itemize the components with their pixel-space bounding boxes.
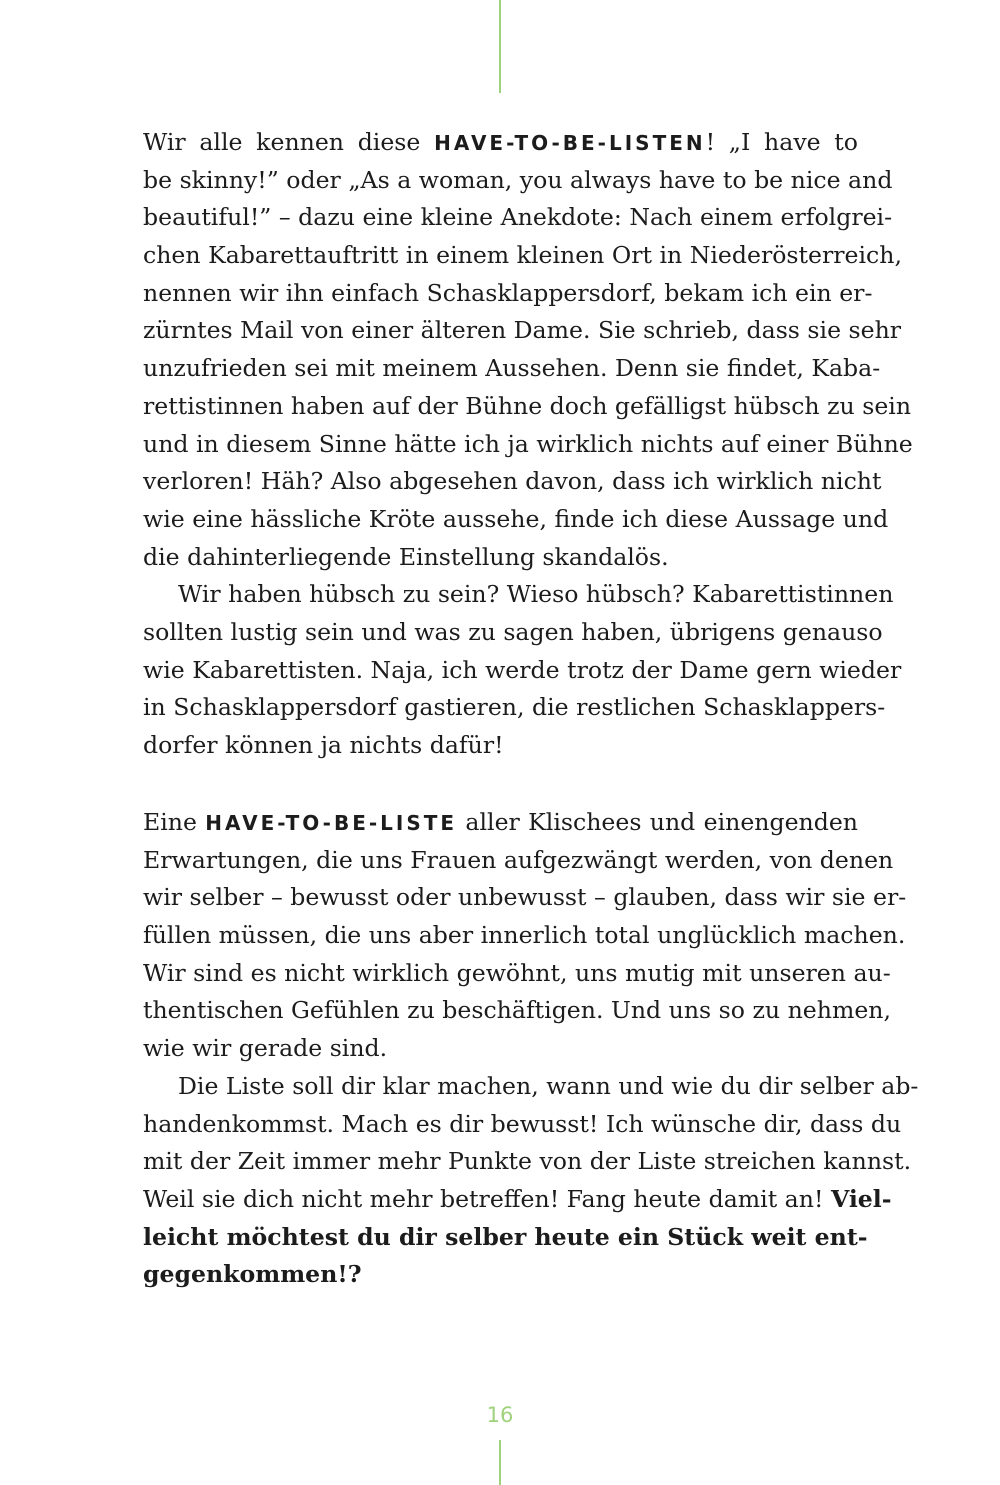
text-line: in Schasklappersdorf gastieren, die restlichen Schasklappers- [143,693,886,722]
text-line [143,804,858,842]
text-line: und in diesem Sinne hätte ich ja wirklich nichts auf einer Bühne [143,429,913,458]
text-line-bold: gegenkommen!? [143,1260,362,1289]
text-line: verloren! Häh? Also abgesehen davon, dass ich wirklich nicht [143,467,882,496]
bottom-divider-line [499,1440,501,1485]
page-number: 16 [486,1403,514,1427]
text-line: füllen müssen, die uns aber innerlich total unglücklich machen. [143,921,906,950]
text-line: Erwartungen, die uns Frauen aufgezwängt werden, von denen [143,845,894,874]
emphasis-caps-term: HAVE-TO-BE-LISTE [205,811,458,835]
text-line: unzufrieden sei mit meinem Aussehen. Denn sie findet, Kaba- [143,354,881,383]
text-line [143,124,858,162]
text-line: dorfer können ja nichts dafür! [143,731,504,759]
text-line: zürntes Mail von einer älteren Dame. Sie schrieb, dass sie sehr [143,316,902,345]
text-line-indented: Wir haben hübsch zu sein? Wieso hübsch? Kabarettistinnen [178,580,894,609]
text-line-bold: leicht möchtest du dir selber heute ein Stück weit ent- [143,1222,868,1251]
text-segment: ! „I have to [705,128,858,156]
text-line: mit der Zeit immer mehr Punkte von der Liste streichen kannst. [143,1147,912,1176]
text-line: chen Kabarettauftritt in einem kleinen Ort in Niederösterreich, [143,241,902,270]
text-segment: Weil sie dich nicht mehr betreffen! Fang heute damit an! [143,1184,831,1213]
text-line: handenkommst. Mach es dir bewusst! Ich wünsche dir, dass du [143,1109,902,1138]
text-segment: Wir alle kennen diese [143,128,435,156]
text-line: wie wir gerade sind. [143,1034,388,1063]
text-line: sollten lustig sein und was zu sagen haben, übrigens genauso [143,617,883,646]
text-line: be skinny!” oder „As a woman, you always have to be nice and [143,165,893,194]
top-divider-line [499,0,501,93]
text-line: wie Kabarettisten. Naja, ich werde trotz der Dame gern wieder [143,655,902,684]
text-line: rettistinnen haben auf der Bühne doch gefälligst hübsch zu sein [143,391,912,420]
bold-text-segment: Viel- [830,1184,892,1213]
text-segment: Eine [143,808,206,836]
text-line-indented: Die Liste soll dir klar machen, wann und wie du dir selber ab- [178,1071,919,1100]
text-line: die dahinterliegende Einstellung skandalös. [143,542,669,571]
text-line [143,1181,892,1219]
text-line: beautiful!” – dazu eine kleine Anekdote: Nach einem erfolgrei- [143,203,893,232]
text-line: Wir sind es nicht wirklich gewöhnt, uns mutig mit unseren au- [143,958,891,987]
paragraph-block-list-intro [143,804,919,1294]
text-line: wir selber – bewusst oder unbewusst – glauben, dass wir sie er- [143,883,907,912]
text-line: nennen wir ihn einfach Schasklappersdorf, bekam ich ein er- [143,278,873,307]
text-segment: aller Klischees und einengenden [457,808,858,836]
text-line: wie eine hässliche Kröte aussehe, finde ich diese Aussage und [143,504,889,533]
emphasis-caps-term: HAVE-TO-BE-LISTEN [434,131,706,155]
text-line: thentischen Gefühlen zu beschäftigen. Und uns so zu nehmen, [143,996,891,1025]
paragraph-block-anecdote [143,124,913,765]
